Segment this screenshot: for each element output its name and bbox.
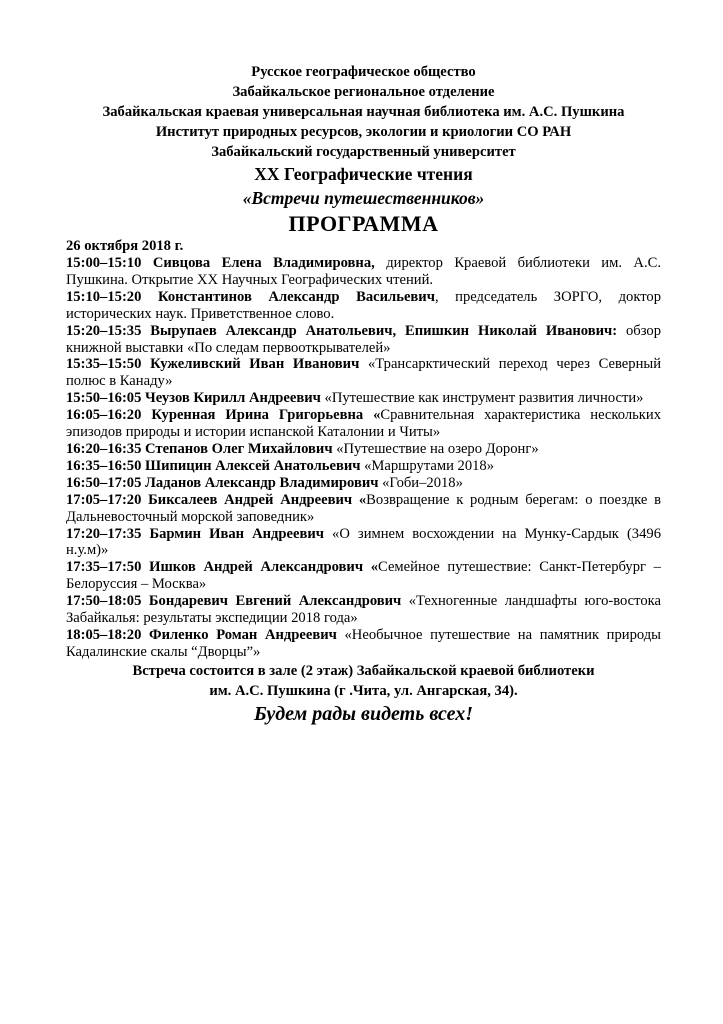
program-entry [66, 289, 661, 323]
program-entry [66, 458, 661, 475]
entry-speaker: Вырупаев Александр Анатольевич, Епишкин Николай Иванович: [141, 322, 618, 339]
entry-time: 17:20–17:35 [66, 525, 142, 542]
entry-speaker: Константинов Александр Васильевич [141, 288, 435, 305]
entry-time: 17:35–17:50 [66, 559, 142, 576]
entry-text: Возвращение к родным берегам: о поездке в Дальневосточный морской заповедник» [66, 491, 661, 525]
entry-speaker: Кужеливский Иван Иванович [141, 356, 360, 373]
entry-text: директор Краевой библиотеки им. А.С. Пушкина. Открытие XX Научных Географических чтений. [66, 255, 661, 288]
entry-text: «Гоби–2018» [378, 474, 463, 491]
entry-text: «О зимнем восхождении на Мунку-Сардык (3496 н.у.м)» [66, 525, 661, 559]
entry-speaker: Шипицин Алексей Анатольевич [141, 457, 361, 474]
program-entry [66, 356, 661, 390]
event-title: XX Географические чтения [254, 164, 473, 184]
entry-speaker: Филенко Роман Андреевич [141, 626, 337, 643]
entry-speaker: Степанов Олег Михайлович [141, 440, 333, 457]
entry-time: 15:20–15:35 [66, 322, 142, 339]
entry-text: , председатель ЗОРГО, доктор исторических наук. Приветственное слово. [66, 288, 661, 322]
venue-line: Встреча состоится в зале (2 этаж) Забайкальской краевой библиотеки [132, 662, 595, 679]
entry-time: 16:50–17:05 [66, 474, 142, 491]
org-line: Забайкальская краевая универсальная научная библиотека им. А.С. Пушкина [102, 104, 625, 120]
entry-text: «Необычное путешествие на памятник природы Кадалинские скалы “Дворцы”» [66, 626, 661, 660]
entry-time: 15:10–15:20 [66, 288, 142, 305]
entry-time: 18:05–18:20 [66, 626, 142, 643]
entry-text: «Трансарктический переход через Северный полюс в Канаду» [66, 356, 662, 390]
event-date: 26 октября 2018 г. [66, 238, 184, 254]
program-entry [66, 390, 661, 407]
entry-text: «Путешествие как инструмент развития личности» [320, 390, 644, 407]
program-entry [66, 407, 661, 441]
entry-text: «Маршрутами 2018» [360, 457, 495, 474]
program-entries [66, 255, 661, 661]
entry-text: «Техногенные ландшафты юго-востока Забайкалья: результаты экспедиции 2018 года» [66, 593, 661, 627]
entry-speaker: Бондаревич Евгений Александрович [141, 593, 402, 610]
program-entry [66, 475, 661, 492]
program-entry [66, 627, 661, 661]
program-entry [66, 441, 661, 458]
entry-speaker: Бармин Иван Андреевич [141, 525, 324, 542]
org-line: Забайкальский государственный университет [211, 144, 516, 160]
footer-venue [66, 661, 661, 701]
event-subtitle: «Встречи путешественников» [242, 188, 485, 208]
org-line: Институт природных ресурсов, экологии и криологии СО РАН [155, 124, 572, 140]
entry-time: 17:05–17:20 [66, 491, 142, 508]
entry-time: 17:50–18:05 [66, 593, 142, 610]
organization-header [66, 62, 661, 162]
program-entry [66, 559, 661, 593]
venue-line: им. А.С. Пушкина (г .Чита, ул. Ангарская, 34). [209, 682, 518, 699]
entry-time: 16:35–16:50 [66, 457, 142, 474]
org-line: Забайкальское региональное отделение [232, 84, 495, 100]
entry-text: Семейное путешествие: Санкт-Петербург – Белоруссия – Москва» [66, 559, 661, 593]
entry-speaker: Чеузов Кирилл Андреевич [141, 390, 321, 407]
program-entry [66, 492, 661, 526]
entry-speaker: Сивцова Елена Владимировна, [141, 255, 375, 271]
entry-time: 16:05–16:20 [66, 407, 142, 424]
program-entry [66, 255, 661, 289]
program-entry [66, 593, 661, 627]
entry-speaker: Ишков Андрей Александрович « [141, 559, 379, 576]
program-entry [66, 526, 661, 560]
entry-text: обзор книжной выставки «По следам первооткрывателей» [66, 322, 661, 356]
closing-message: Будем рады видеть всех! [253, 702, 474, 725]
org-line: Русское географическое общество [251, 64, 476, 80]
entry-time: 15:35–15:50 [66, 356, 142, 373]
page-title: ПРОГРАММА [288, 211, 439, 236]
entry-text: Сравнительная характеристика нескольких эпизодов природы и истории испанской Каталонии и Читы» [66, 407, 661, 441]
entry-time: 16:20–16:35 [66, 440, 142, 457]
entry-time: 15:00–15:10 [66, 255, 142, 271]
program-entry [66, 323, 661, 357]
entry-speaker: Куренная Ирина Григорьевна « [141, 407, 381, 424]
entry-text: «Путешествие на озеро Доронг» [332, 440, 539, 457]
entry-time: 15:50–16:05 [66, 390, 142, 407]
entry-speaker: Ладанов Александр Владимирович [141, 474, 379, 491]
entry-speaker: Биксалеев Андрей Андреевич « [141, 491, 367, 508]
